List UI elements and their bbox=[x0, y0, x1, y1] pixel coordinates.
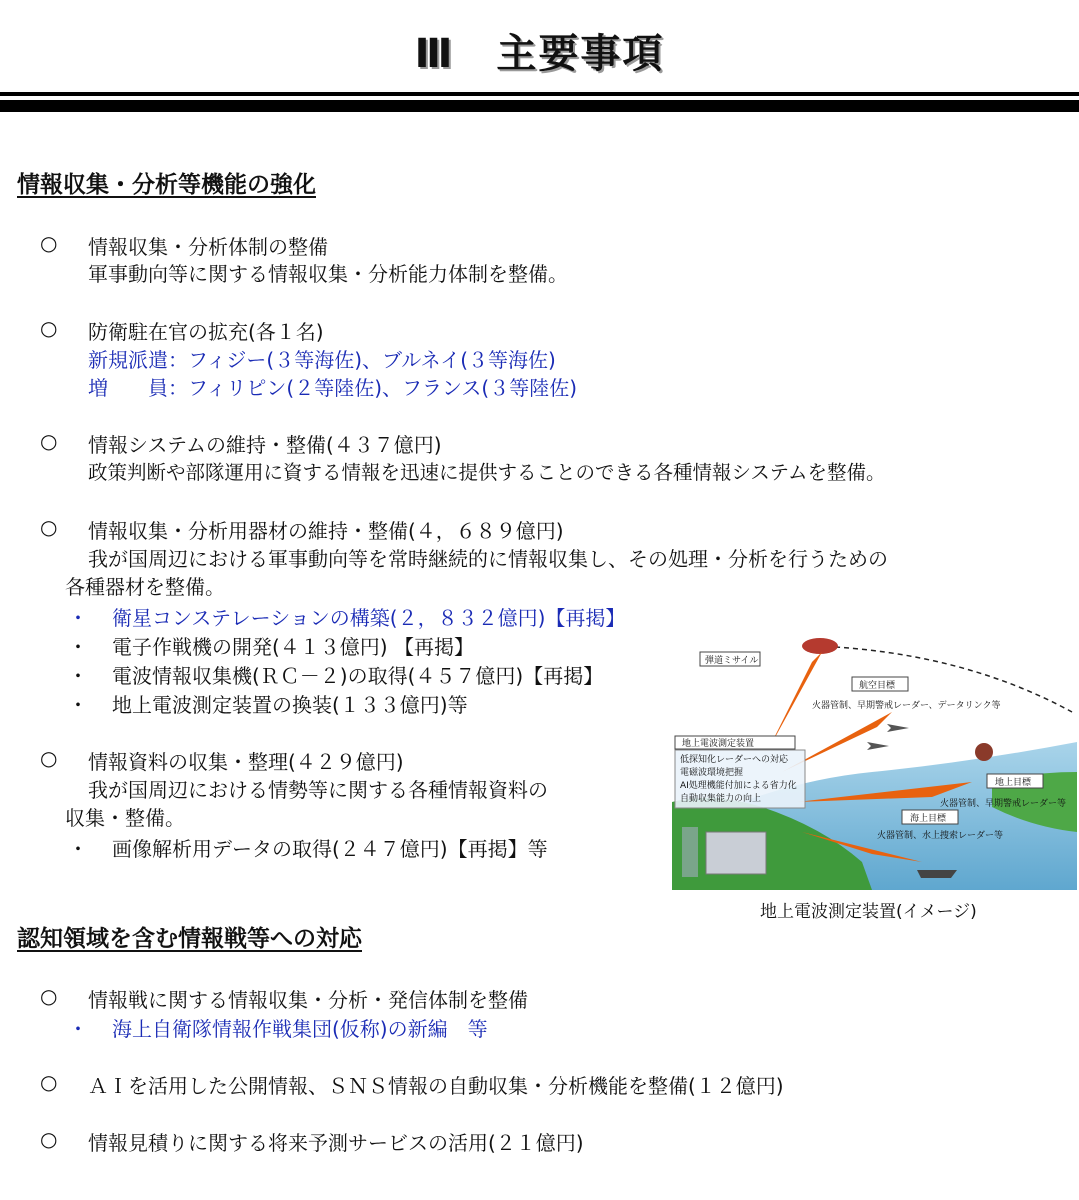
item-title: 情報システムの維持・整備(４３７億円) bbox=[88, 433, 442, 457]
item-desc: 政策判断や部隊運用に資する情報を迅速に提供することのできる各種情報システムを整備。 bbox=[88, 461, 886, 484]
item-desc: 軍事動向等に関する情報収集・分析能力体制を整備。 bbox=[88, 262, 568, 286]
bullet-circle: ○ bbox=[40, 984, 58, 1008]
item-title: 情報資料の収集・整理(４２９億円) bbox=[88, 750, 404, 774]
item-title: ＡＩを活用した公開情報、ＳＮＳ情報の自動収集・分析機能を整備(１２億円) bbox=[88, 1074, 784, 1098]
missile-icon bbox=[802, 638, 838, 654]
sea-target-label: 海上目標 bbox=[910, 814, 947, 824]
bullet-circle: ○ bbox=[40, 429, 58, 453]
feature-2: 電磁波環境把握 bbox=[680, 768, 744, 778]
bullet-circle: ○ bbox=[40, 1070, 58, 1094]
figure-caption: 地上電波測定装置(イメージ) bbox=[760, 902, 977, 922]
sub-bullet-dot: ・ bbox=[68, 664, 88, 688]
item-title: 情報見積りに関する将来予測サービスの活用(２１億円) bbox=[88, 1131, 584, 1155]
sub-bullet-dot: ・ bbox=[68, 837, 88, 861]
bullet-circle: ○ bbox=[40, 316, 58, 340]
station-building-icon bbox=[706, 832, 766, 874]
sub-bullet-dot: ・ bbox=[68, 1017, 88, 1041]
item-title: 情報戦に関する情報収集・分析・発信体制を整備 bbox=[88, 988, 528, 1012]
sub-item: 画像解析用データの取得(２４７億円)【再掲】等 bbox=[112, 837, 548, 861]
feature-4: 自動収集能力の向上 bbox=[680, 794, 762, 804]
feature-1: 低探知化レーダーへの対応 bbox=[680, 755, 789, 765]
ground-radio-measurement-illustration bbox=[672, 632, 1077, 890]
ship-icon bbox=[917, 870, 957, 878]
bullet-circle: ○ bbox=[40, 746, 58, 770]
feature-3: AI処理機能付加による省力化 bbox=[680, 781, 797, 791]
sub-bullet-dot: ・ bbox=[68, 693, 88, 717]
device-label: 地上電波測定装置 bbox=[682, 739, 755, 749]
item-title: 情報収集・分析用器材の維持・整備(４，６８９億円) bbox=[88, 519, 564, 543]
ground-target-sub: 火器管制、早期警戒レーダー等 bbox=[940, 799, 1067, 809]
sub-item: 衛星コンステレーションの構築(２，８３２億円)【再掲】 bbox=[112, 606, 626, 630]
missile-label: 弾道ミサイル bbox=[705, 656, 759, 666]
bullet-circle: ○ bbox=[40, 231, 58, 255]
item-title: 情報収集・分析体制の整備 bbox=[88, 235, 328, 259]
sub-bullet-dot: ・ bbox=[68, 635, 88, 659]
item-desc: 我が国周辺における情勢等に関する各種情報資料の bbox=[88, 778, 548, 802]
item-title: 防衛駐在官の拡充(各１名) bbox=[88, 320, 324, 344]
staff-increase-line: 増 員：フィリピン(２等陸佐)、フランス(３等陸佐) bbox=[88, 376, 578, 400]
section1-heading: 情報収集・分析等機能の強化 bbox=[17, 172, 316, 198]
sub-item: 電波情報収集機(ＲＣ－２)の取得(４５７億円)【再掲】 bbox=[112, 664, 604, 688]
air-target-label: 航空目標 bbox=[859, 681, 896, 691]
title-rule-thin bbox=[0, 92, 1079, 96]
ground-target-label: 地上目標 bbox=[995, 778, 1032, 788]
air-target-sub: 火器管制、早期警戒レーダー、データリンク等 bbox=[812, 701, 1001, 711]
item-desc: 各種器材を整備。 bbox=[65, 575, 225, 599]
radar-dome-icon bbox=[975, 743, 993, 761]
bullet-circle: ○ bbox=[40, 515, 58, 539]
station-tower-icon bbox=[682, 827, 698, 877]
sub-item: 電子作戦機の開発(４１３億円) 【再掲】 bbox=[112, 635, 474, 659]
sea-target-sub: 火器管制、水上捜索レーダー等 bbox=[877, 831, 1004, 841]
sub-item: 海上自衛隊情報作戦集団(仮称)の新編 等 bbox=[112, 1017, 488, 1041]
section2-heading: 認知領域を含む情報戦等への対応 bbox=[17, 926, 362, 952]
page-title: Ⅲ 主要事項 bbox=[414, 31, 665, 77]
item-desc: 我が国周辺における軍事動向等を常時継続的に情報収集し、その処理・分析を行うための bbox=[88, 547, 888, 571]
title-rule-thick bbox=[0, 100, 1079, 112]
bullet-circle: ○ bbox=[40, 1127, 58, 1151]
new-dispatch-line: 新規派遣：フィジー(３等海佐)、ブルネイ(３等海佐) bbox=[88, 348, 556, 372]
item-desc: 収集・整備。 bbox=[65, 806, 185, 830]
sub-bullet-dot: ・ bbox=[68, 606, 88, 630]
sub-item: 地上電波測定装置の換装(１３３億円)等 bbox=[112, 693, 468, 717]
